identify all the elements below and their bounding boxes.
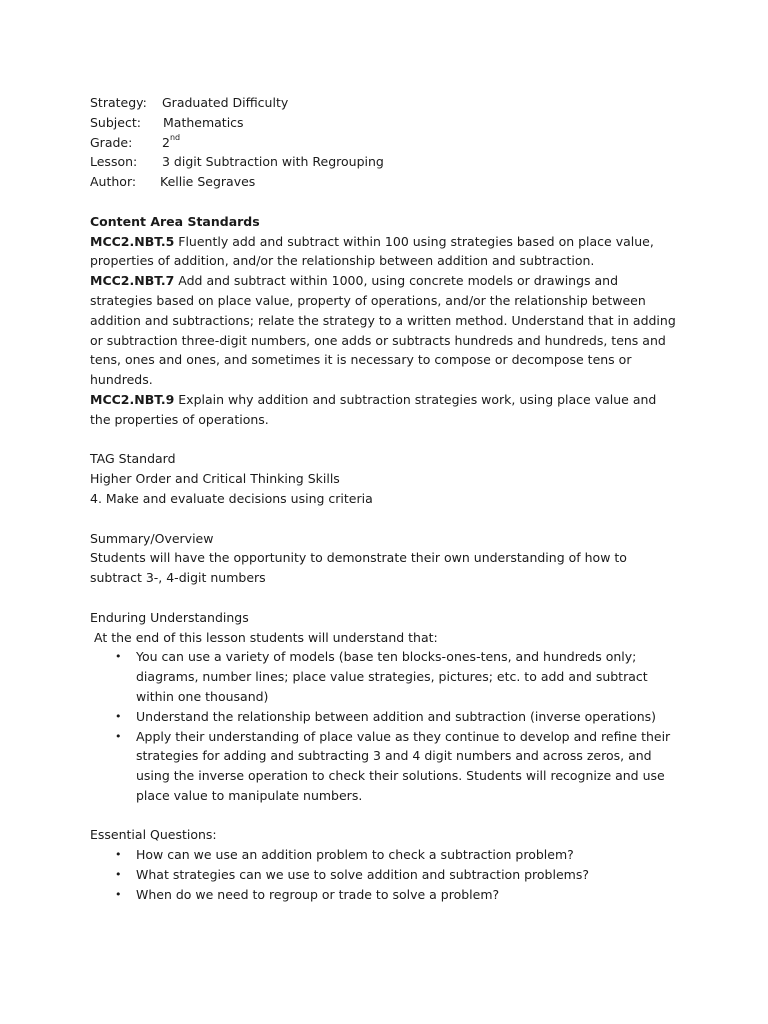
meta-value: Graduated Difficulty <box>162 95 289 110</box>
summary-text: Students will have the opportunity to demonstrate their own understanding of how to subtract 3-, 4-digit numbers <box>90 550 627 586</box>
standard-text: Add and subtract within 1000, using concrete models or drawings and strategies based on place value, property of operations, and/or the relationship between addition and subtractions; relate the strategy to a written method. Understand that in adding or subtraction three-digit numbers, one adds or subtracts hundreds and hundreds, tens and tens, ones and ones, and sometimes it is necessary to compose or decompose tens or hundreds. <box>90 273 676 388</box>
section-heading: Content Area Standards <box>90 213 260 229</box>
standard-code: MCC2.NBT.5 <box>90 233 175 249</box>
meta-lesson <box>90 152 680 172</box>
spacer <box>90 192 680 212</box>
list-item <box>90 885 680 905</box>
list-item <box>90 727 680 806</box>
meta-strategy <box>90 93 680 113</box>
meta-grade <box>90 133 680 153</box>
bullet-list <box>90 845 680 904</box>
meta-value: 3 digit Subtraction with Regrouping <box>162 154 384 170</box>
standard-item <box>90 232 680 272</box>
list-item-text: You can use a variety of models (base ten blocks-ones-tens, and hundreds only; diagrams, number lines; place value strategies, pictures; etc. to add and subtract within one thousand) <box>136 649 648 704</box>
bullet-icon: • <box>115 729 122 743</box>
grade-number: 2 <box>162 134 170 150</box>
section-heading: Essential Questions: <box>90 827 217 843</box>
list-item <box>90 707 680 727</box>
bullet-icon: • <box>115 848 122 862</box>
bullet-icon: • <box>115 650 122 664</box>
tag-line: Higher Order and Critical Thinking Skills <box>90 471 340 487</box>
essential-questions-section <box>90 825 680 904</box>
meta-value: Mathematics <box>163 114 244 130</box>
document-body <box>90 93 680 905</box>
meta-value <box>162 133 180 153</box>
list-item-text: When do we need to regroup or trade to solve a problem? <box>136 886 500 902</box>
standard-text: Explain why addition and subtraction strategies work, using place value and the properties of operations. <box>90 391 657 427</box>
list-item-text: Apply their understanding of place value as they continue to develop and refine their strategies for adding and subtracting 3 and 4 digit numbers and across zeros, and using the inverse operation to check their solutions. Students will recognize and use place value to manipulate numbers. <box>136 728 671 803</box>
grade-suffix: nd <box>169 133 181 143</box>
list-item <box>90 845 680 865</box>
enduring-understandings-section <box>90 608 680 806</box>
meta-value: Kellie Segraves <box>160 174 256 190</box>
spacer <box>90 430 680 450</box>
meta-label: Subject: <box>90 114 141 130</box>
spacer <box>90 806 680 826</box>
section-heading: Summary/Overview <box>90 530 214 546</box>
tag-line: 4. Make and evaluate decisions using criteria <box>90 490 373 506</box>
spacer <box>90 588 680 608</box>
standard-item <box>90 390 680 430</box>
list-item-text: How can we use an addition problem to check a subtraction problem? <box>136 847 574 863</box>
bullet-icon: • <box>115 868 122 882</box>
spacer <box>90 509 680 529</box>
lesson-metadata <box>90 93 680 192</box>
list-item-text: What strategies can we use to solve addition and subtraction problems? <box>136 867 589 883</box>
standard-code: MCC2.NBT.7 <box>90 273 175 289</box>
list-item-text: Understand the relationship between addition and subtraction (inverse operations) <box>136 708 657 724</box>
meta-label: Strategy: <box>90 95 147 110</box>
list-item <box>90 865 680 885</box>
standard-text: Fluently add and subtract within 100 using strategies based on place value, properties of addition, and/or the relationship between addition and subtraction. <box>90 233 654 269</box>
meta-subject <box>90 113 680 133</box>
meta-author <box>90 172 680 192</box>
tag-standard-section <box>90 449 680 508</box>
standard-item <box>90 271 680 390</box>
meta-label: Lesson: <box>90 154 138 170</box>
list-item <box>90 647 680 706</box>
meta-label: Grade: <box>90 134 133 150</box>
bullet-list <box>90 647 680 805</box>
standard-code: MCC2.NBT.9 <box>90 391 175 407</box>
section-intro: At the end of this lesson students will understand that: <box>94 629 438 645</box>
bullet-icon: • <box>115 887 122 901</box>
bullet-icon: • <box>115 709 122 723</box>
section-heading: Enduring Understandings <box>90 609 249 625</box>
section-heading: TAG Standard <box>90 451 176 467</box>
content-standards-section <box>90 212 680 430</box>
meta-label: Author: <box>90 174 137 190</box>
summary-section <box>90 529 680 588</box>
